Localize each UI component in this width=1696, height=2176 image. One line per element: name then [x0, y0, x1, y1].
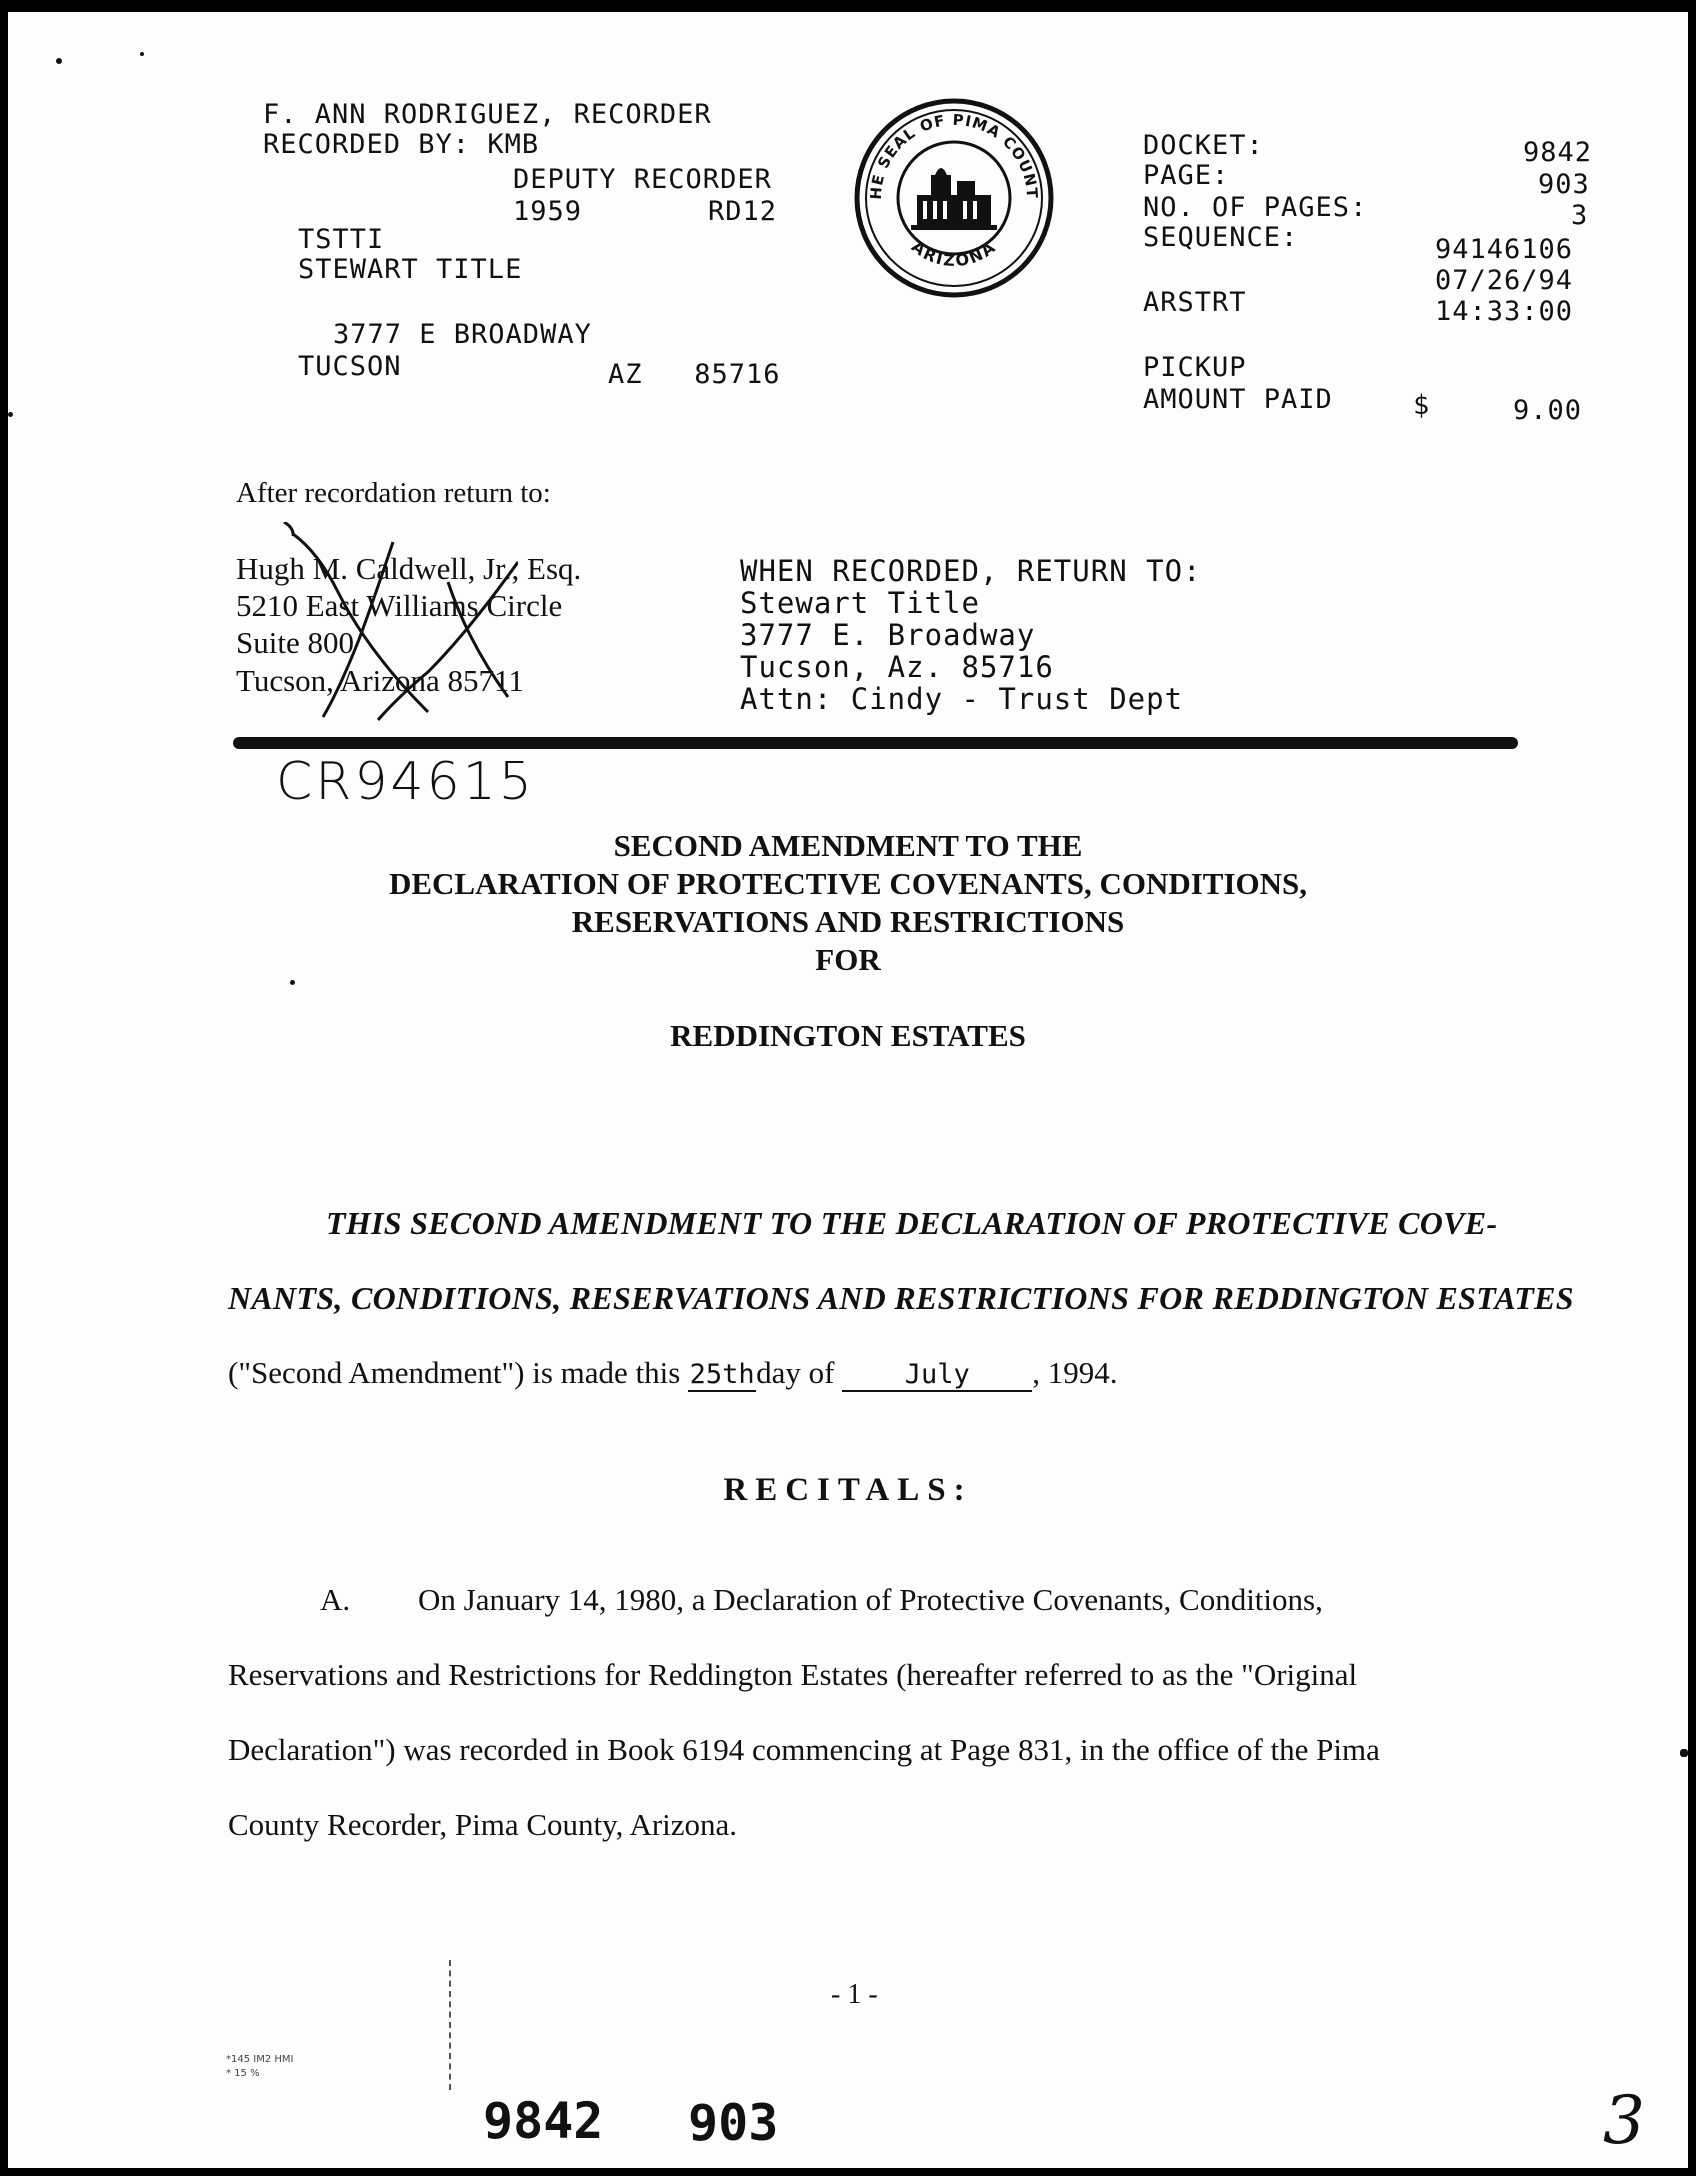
handwritten-reference: CR94615: [276, 752, 535, 812]
intro-line-2: NANTS, CONDITIONS, RESERVATIONS AND RESTRICTIONS FOR REDDINGTON ESTATES: [228, 1280, 1574, 1316]
when-recorded-line: Stewart Title: [740, 586, 980, 620]
recorder-company: STEWART TITLE: [298, 254, 523, 285]
recorder-city: TUCSON: [298, 351, 402, 382]
recital-a-line-4: County Recorder, Pima County, Arizona.: [228, 1807, 738, 1842]
recital-a-line-2: Reservations and Restrictions for Reddington Estates (hereafter referred to as the "Original: [228, 1657, 1358, 1692]
scan-speck: [140, 52, 144, 56]
fine-print-2: * 15 %: [226, 2068, 260, 2079]
sequence-label: SEQUENCE:: [1143, 222, 1299, 253]
document-page: [8, 12, 1688, 2168]
pima-county-seal-icon: [853, 97, 1055, 299]
intro-prefix: ("Second Amendment") is made this: [228, 1355, 681, 1390]
recorder-tstti: TSTTI: [298, 224, 385, 255]
scan-speck: [56, 58, 62, 64]
cross-out-mark: [278, 522, 518, 722]
page-label: PAGE:: [1143, 160, 1230, 191]
amount-paid-value: 9.00: [1513, 395, 1583, 426]
crossed-line: Hugh M. Caldwell, Jr., Esq.: [236, 551, 582, 586]
recorder-code-b: RD12: [708, 196, 778, 227]
margin-mark: [449, 1960, 453, 2090]
seal-bottom-text: ARIZONA: [908, 236, 1000, 271]
deputy-recorder: DEPUTY RECORDER: [513, 164, 772, 195]
fine-print-1: *145 IM2 HMI: [226, 2054, 294, 2065]
title-line-2: DECLARATION OF PROTECTIVE COVENANTS, CONDITIONS,: [388, 866, 1308, 901]
month-fill: July: [842, 1360, 1032, 1392]
recording-time: 14:33:00: [1435, 296, 1574, 327]
sequence-value: 94146106: [1435, 234, 1574, 265]
title-line-4: FOR: [815, 942, 881, 977]
when-recorded-line: Attn: Cindy - Trust Dept: [740, 682, 1184, 716]
recital-a-line-3: Declaration") was recorded in Book 6194 commencing at Page 831, in the office of the Pima: [228, 1732, 1380, 1767]
recitals-heading: RECITALS:: [723, 1472, 973, 1508]
docket-value: 9842: [1523, 137, 1593, 168]
title-line-5: REDDINGTON ESTATES: [670, 1018, 1026, 1053]
divider-rule: [233, 737, 1518, 749]
arstrt-label: ARSTRT: [1143, 287, 1247, 318]
currency-symbol: $: [1413, 390, 1431, 421]
after-recordation-label: After recordation return to:: [236, 477, 551, 509]
intro-mid: day of: [756, 1355, 835, 1390]
when-recorded-line: 3777 E. Broadway: [740, 618, 1036, 652]
when-recorded-heading: WHEN RECORDED, RETURN TO:: [740, 554, 1202, 588]
page-stamp: 903: [688, 2094, 779, 2152]
crossed-line: Suite 800: [236, 625, 354, 660]
recorder-code-a: 1959: [513, 196, 583, 227]
crossed-line: 5210 East Williams Circle: [236, 588, 563, 623]
recorder-name: F. ANN RODRIGUEZ, RECORDER: [263, 99, 712, 130]
recital-a-line-1: On January 14, 1980, a Declaration of Protective Covenants, Conditions,: [418, 1582, 1323, 1617]
pickup-label: PICKUP: [1143, 352, 1247, 383]
page-value: 903: [1538, 169, 1590, 200]
docket-stamp: 9842: [483, 2092, 604, 2150]
title-line-3: RESERVATIONS AND RESTRICTIONS: [571, 904, 1125, 939]
recorder-street: 3777 E BROADWAY: [333, 319, 592, 350]
scan-speck: [1680, 1749, 1688, 1757]
recording-date: 07/26/94: [1435, 265, 1574, 296]
docket-label: DOCKET:: [1143, 130, 1264, 161]
pages-value: 3: [1571, 200, 1589, 231]
corner-page-number: 3: [1603, 2082, 1645, 2159]
day-fill: 25th: [689, 1359, 755, 1390]
svg-text:ARIZONA: [908, 237, 1000, 271]
seal-top-text: HE SEAL OF PIMA COUNT: [866, 110, 1042, 201]
intro-line-3: [228, 1355, 1117, 1392]
crossed-line: Tucson, Arizona 85711: [236, 663, 524, 698]
recorded-by: RECORDED BY: KMB: [263, 129, 540, 160]
intro-line-1: THIS SECOND AMENDMENT TO THE DECLARATION OF PROTECTIVE COVE-: [326, 1205, 1498, 1241]
scan-speck: [8, 412, 13, 417]
page-number: - 1 -: [831, 1979, 878, 2010]
intro-suffix: , 1994.: [1032, 1355, 1118, 1390]
amount-paid-label: AMOUNT PAID: [1143, 384, 1333, 415]
scan-speck: [290, 980, 295, 985]
recital-a-marker: A.: [320, 1582, 351, 1617]
title-line-1: SECOND AMENDMENT TO THE: [613, 828, 1083, 863]
when-recorded-line: Tucson, Az. 85716: [740, 650, 1054, 684]
recorder-state-zip: AZ 85716: [608, 359, 781, 390]
pages-label: NO. OF PAGES:: [1143, 192, 1368, 223]
